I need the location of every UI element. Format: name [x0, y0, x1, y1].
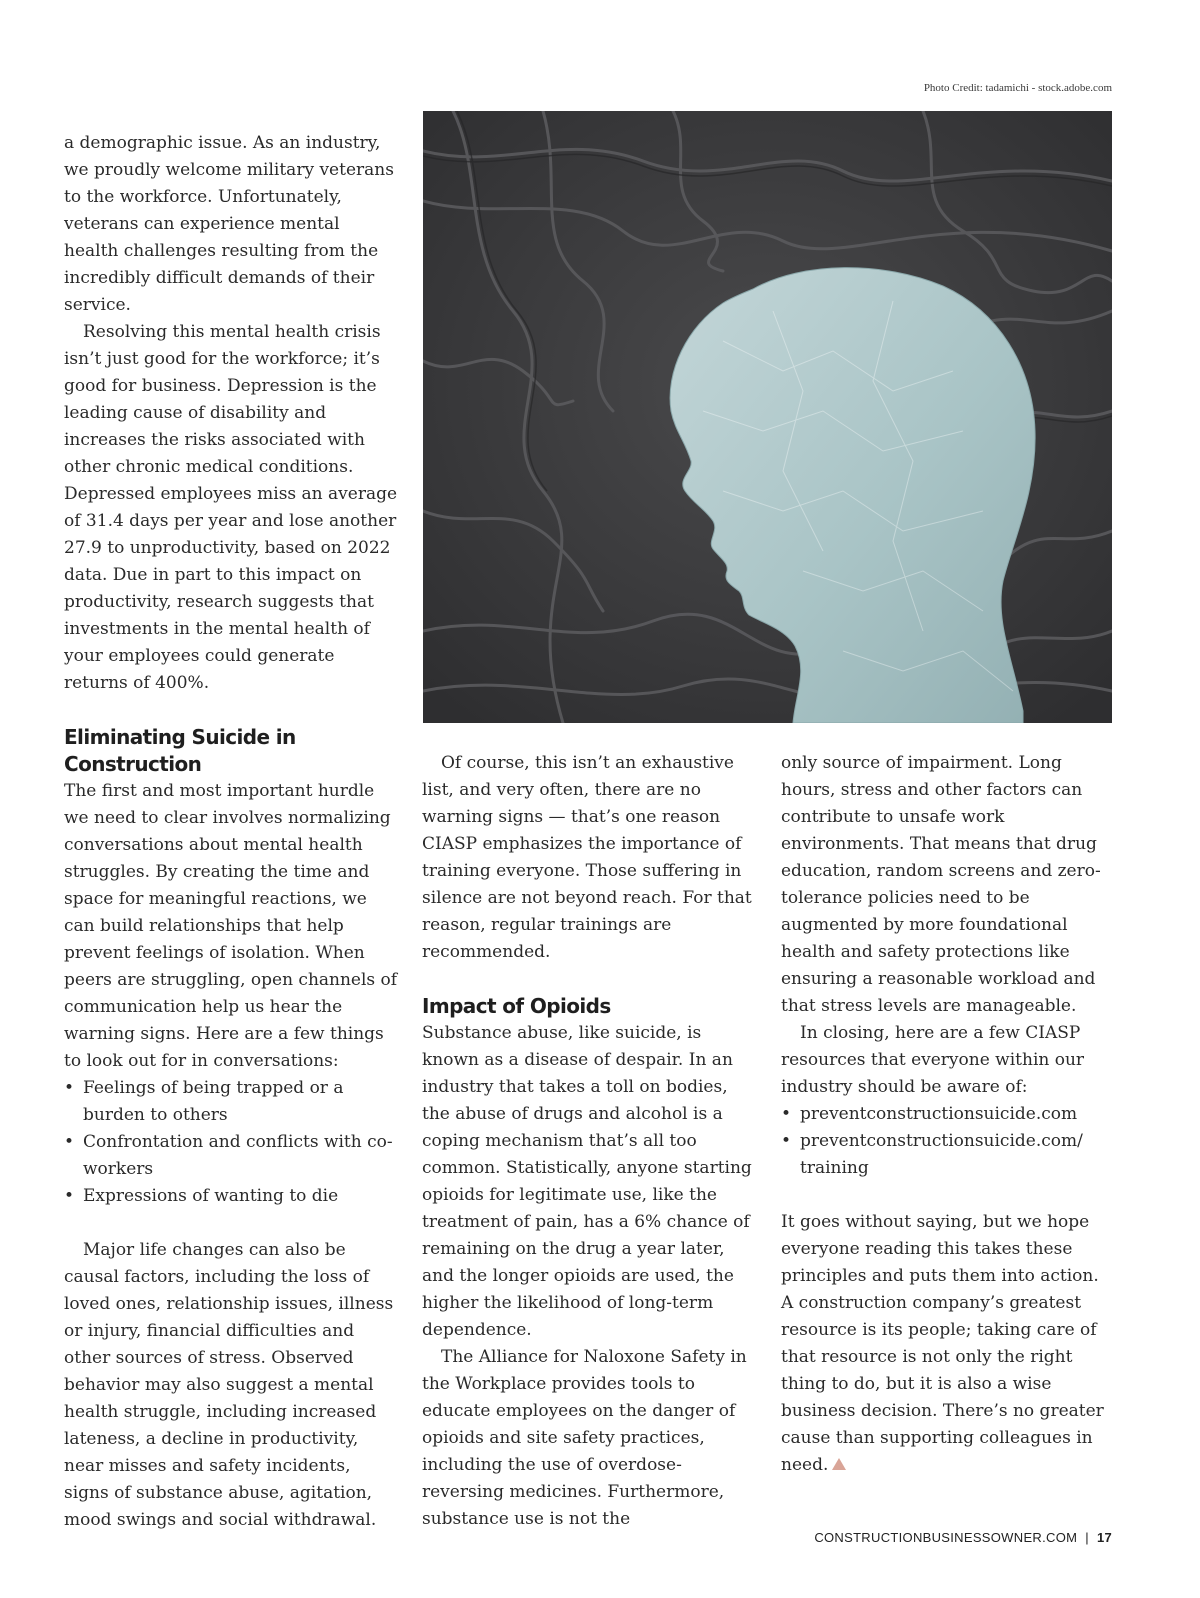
- footer-separator: |: [1085, 1530, 1089, 1545]
- section-heading-suicide: Eliminating Suicide in Construction: [64, 725, 296, 776]
- closing-text: It goes without saying, but we hope everyone reading this takes these principles and puts them into action. A construction company’s greatest resource is its people; taking care of that resource is not only the right thing to do, but it is also a wise business decision. There’s no greater cause than supporting colleagues in need.: [781, 1212, 1104, 1475]
- col1-paragraph-3: The first and most important hurdle we need to clear involves normalizing conversations about mental health struggles. By creating the time and space for meaningful reactions, we can build relationships that help prevent feelings of isolation. When peers are struggling, open channels of communication help us hear the warning signs. Here are a few things to look out for in conversations:: [64, 781, 398, 1071]
- col1-paragraph-4: Major life changes can also be causal factors, including the loss of loved ones, relationship issues, illness or injury, financial difficulties and other sources of stress. Observed behavior may also suggest a mental health struggle, including increased lateness, a decline in productivity, near misses and safety incidents, signs of substance abuse, agitation, mood swings and social withdrawal.: [64, 1240, 394, 1530]
- column-1: [64, 130, 399, 1534]
- end-mark-icon: [832, 1458, 846, 1470]
- page-number: 17: [1096, 1530, 1112, 1545]
- warning-signs-list: [64, 1075, 399, 1210]
- torn-paper-illustration: [423, 111, 1112, 723]
- list-item: • Feelings of being trapped or a burden to others: [64, 1075, 399, 1129]
- list-item: • Confrontation and conflicts with co-workers: [64, 1129, 399, 1183]
- page-footer: [814, 1530, 1112, 1545]
- resource-link[interactable]: • preventconstructionsuicide.com: [781, 1101, 1116, 1128]
- col1-paragraph-2: Resolving this mental health crisis isn’t just good for the workforce; it’s good for business. Depression is the leading cause of disability and increases the risks associated with other chronic medical conditions. Depressed employees miss an average of 31.4 days per year and lose another 27.9 to unproductivity, based on 2022 data. Due in part to this impact on productivity, research suggests that investments in the mental health of your employees could generate returns of 400%.: [64, 322, 398, 693]
- resource-links-list: [781, 1101, 1116, 1182]
- footer-site: CONSTRUCTIONBUSINESSOWNER.COM: [814, 1530, 1078, 1545]
- col2-paragraph-1: Of course, this isn’t an exhaustive list, and very often, there are no warning signs — that’s one reason CIASP emphasizes the importance of training everyone. Those suffering in silence are not beyond reach. For that reason, regular trainings are recommended.: [422, 753, 752, 962]
- column-2: [422, 750, 757, 1533]
- col3-paragraph-1: only source of impairment. Long hours, stress and other factors can contribute to unsafe work environments. That means that drug education, random screens and zero-tolerance policies need to be augmented by more foundational health and safety protections like ensuring a reasonable workload and that stress levels are manageable.: [781, 753, 1101, 1016]
- article-photo: [423, 111, 1112, 723]
- col1-paragraph-1: a demographic issue. As an industry, we proudly welcome military veterans to the workforce. Unfortunately, veterans can experience mental health challenges resulting from the incredibly difficult demands of their service.: [64, 133, 394, 315]
- col2-paragraph-2: Substance abuse, like suicide, is known as a disease of despair. In an industry that takes a toll on bodies, the abuse of drugs and alcohol is a coping mechanism that’s all too common. Statistically, anyone starting opioids for legitimate use, like the treatment of pain, has a 6% chance of remaining on the drug a year later, and the longer opioids are used, the higher the likelihood of long-term dependence.: [422, 1023, 752, 1340]
- column-3: [781, 750, 1116, 1479]
- col3-paragraph-3: [781, 1209, 1116, 1479]
- section-heading-opioids: Impact of Opioids: [422, 994, 611, 1018]
- resource-link[interactable]: • preventconstructionsuicide.com/ training: [781, 1128, 1116, 1182]
- photo-credit: Photo Credit: tadamichi - stock.adobe.com: [923, 82, 1112, 94]
- list-item: • Expressions of wanting to die: [64, 1183, 399, 1210]
- col3-paragraph-2: In closing, here are a few CIASP resources that everyone within our industry should be aware of:: [781, 1023, 1085, 1097]
- col2-paragraph-3: The Alliance for Naloxone Safety in the Workplace provides tools to educate employees on the danger of opioids and site safety practices, including the use of overdose-reversing medicines. Furthermore, substance use is not the: [422, 1347, 747, 1529]
